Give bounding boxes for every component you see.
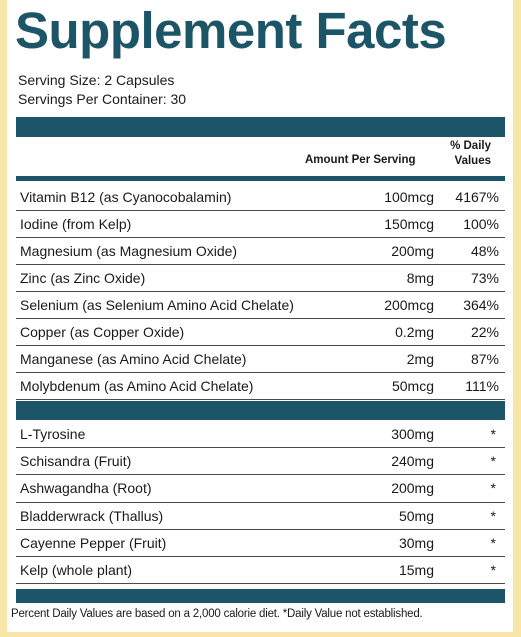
ingredient-name: Cayenne Pepper (Fruit) bbox=[20, 534, 167, 551]
ingredient-name: L-Tyrosine bbox=[20, 426, 86, 443]
ingredient-name: Molybdenum (as Amino Acid Chelate) bbox=[20, 378, 254, 394]
table-row bbox=[16, 238, 505, 265]
ingredient-daily-value: * bbox=[490, 507, 496, 524]
ingredient-amount: 200mg bbox=[391, 480, 434, 497]
ingredient-daily-value: 111% bbox=[465, 378, 499, 394]
table-row bbox=[16, 421, 505, 448]
ingredient-daily-value: 73% bbox=[470, 270, 499, 286]
ingredient-amount: 200mcg bbox=[384, 297, 434, 313]
servings-per-container: Servings Per Container: 30 bbox=[18, 91, 187, 107]
ingredient-name: Schisandra (Fruit) bbox=[20, 453, 132, 470]
section-divider-bar bbox=[16, 401, 505, 420]
ingredient-amount: 2mg bbox=[406, 351, 434, 367]
supplement-facts-panel bbox=[7, 0, 513, 632]
table-row bbox=[16, 319, 505, 346]
ingredient-amount: 15mg bbox=[398, 562, 434, 579]
ingredient-name: Zinc (as Zinc Oxide) bbox=[20, 270, 146, 286]
table-row bbox=[16, 373, 505, 400]
ingredient-name: Ashwagandha (Root) bbox=[20, 480, 152, 497]
ingredient-daily-value: * bbox=[490, 426, 496, 443]
header-divider-bar bbox=[16, 176, 505, 181]
ingredient-amount: 50mcg bbox=[391, 378, 434, 394]
table-row bbox=[16, 346, 505, 373]
table-row bbox=[16, 184, 505, 211]
table-row bbox=[16, 475, 505, 502]
ingredient-amount: 0.2mg bbox=[395, 324, 434, 340]
ingredient-name: Kelp (whole plant) bbox=[20, 562, 133, 579]
ingredient-amount: 150mcg bbox=[384, 216, 434, 232]
ingredient-daily-value: * bbox=[490, 534, 496, 551]
ingredient-daily-value: 4167% bbox=[455, 189, 499, 205]
ingredient-name: Iodine (from Kelp) bbox=[20, 216, 132, 232]
ingredient-daily-value: 364% bbox=[463, 297, 499, 313]
ingredient-amount: 50mg bbox=[398, 507, 434, 524]
ingredient-amount: 200mg bbox=[391, 243, 434, 259]
daily-value-header-line1: % Daily bbox=[450, 140, 491, 152]
ingredient-name: Magnesium (as Magnesium Oxide) bbox=[20, 243, 238, 259]
ingredient-daily-value: * bbox=[490, 480, 496, 497]
ingredient-daily-value: * bbox=[490, 453, 496, 470]
ingredient-daily-value: 87% bbox=[470, 351, 499, 367]
table-row bbox=[16, 292, 505, 319]
ingredient-name: Selenium (as Selenium Amino Acid Chelate) bbox=[20, 297, 294, 313]
ingredient-amount: 30mg bbox=[398, 534, 434, 551]
table-row bbox=[16, 557, 505, 584]
top-divider-bar bbox=[16, 117, 505, 137]
ingredient-amount: 240mg bbox=[391, 453, 434, 470]
ingredient-name: Bladderwrack (Thallus) bbox=[20, 507, 164, 524]
amount-per-serving-header: Amount Per Serving bbox=[305, 154, 416, 166]
table-row bbox=[16, 530, 505, 557]
ingredient-name: Vitamin B12 (as Cyanocobalamin) bbox=[20, 189, 232, 205]
ingredient-daily-value: 22% bbox=[470, 324, 499, 340]
page-title: Supplement Facts bbox=[15, 2, 447, 59]
ingredient-daily-value: * bbox=[490, 562, 496, 579]
bottom-divider-bar bbox=[16, 589, 505, 603]
serving-size: Serving Size: 2 Capsules bbox=[18, 72, 175, 88]
ingredient-amount: 100mcg bbox=[384, 189, 434, 205]
table-row bbox=[16, 211, 505, 238]
daily-value-header-line2: Values bbox=[454, 155, 491, 167]
table-row bbox=[16, 448, 505, 475]
ingredient-name: Manganese (as Amino Acid Chelate) bbox=[20, 351, 247, 367]
ingredient-name: Copper (as Copper Oxide) bbox=[20, 324, 185, 340]
ingredient-amount: 8mg bbox=[406, 270, 434, 286]
ingredient-daily-value: 100% bbox=[463, 216, 499, 232]
table-row bbox=[16, 503, 505, 530]
ingredient-amount: 300mg bbox=[391, 426, 434, 443]
table-row bbox=[16, 265, 505, 292]
footer-note: Percent Daily Values are based on a 2,000 calorie diet. *Daily Value not established. bbox=[11, 608, 423, 620]
ingredient-daily-value: 48% bbox=[470, 243, 499, 259]
